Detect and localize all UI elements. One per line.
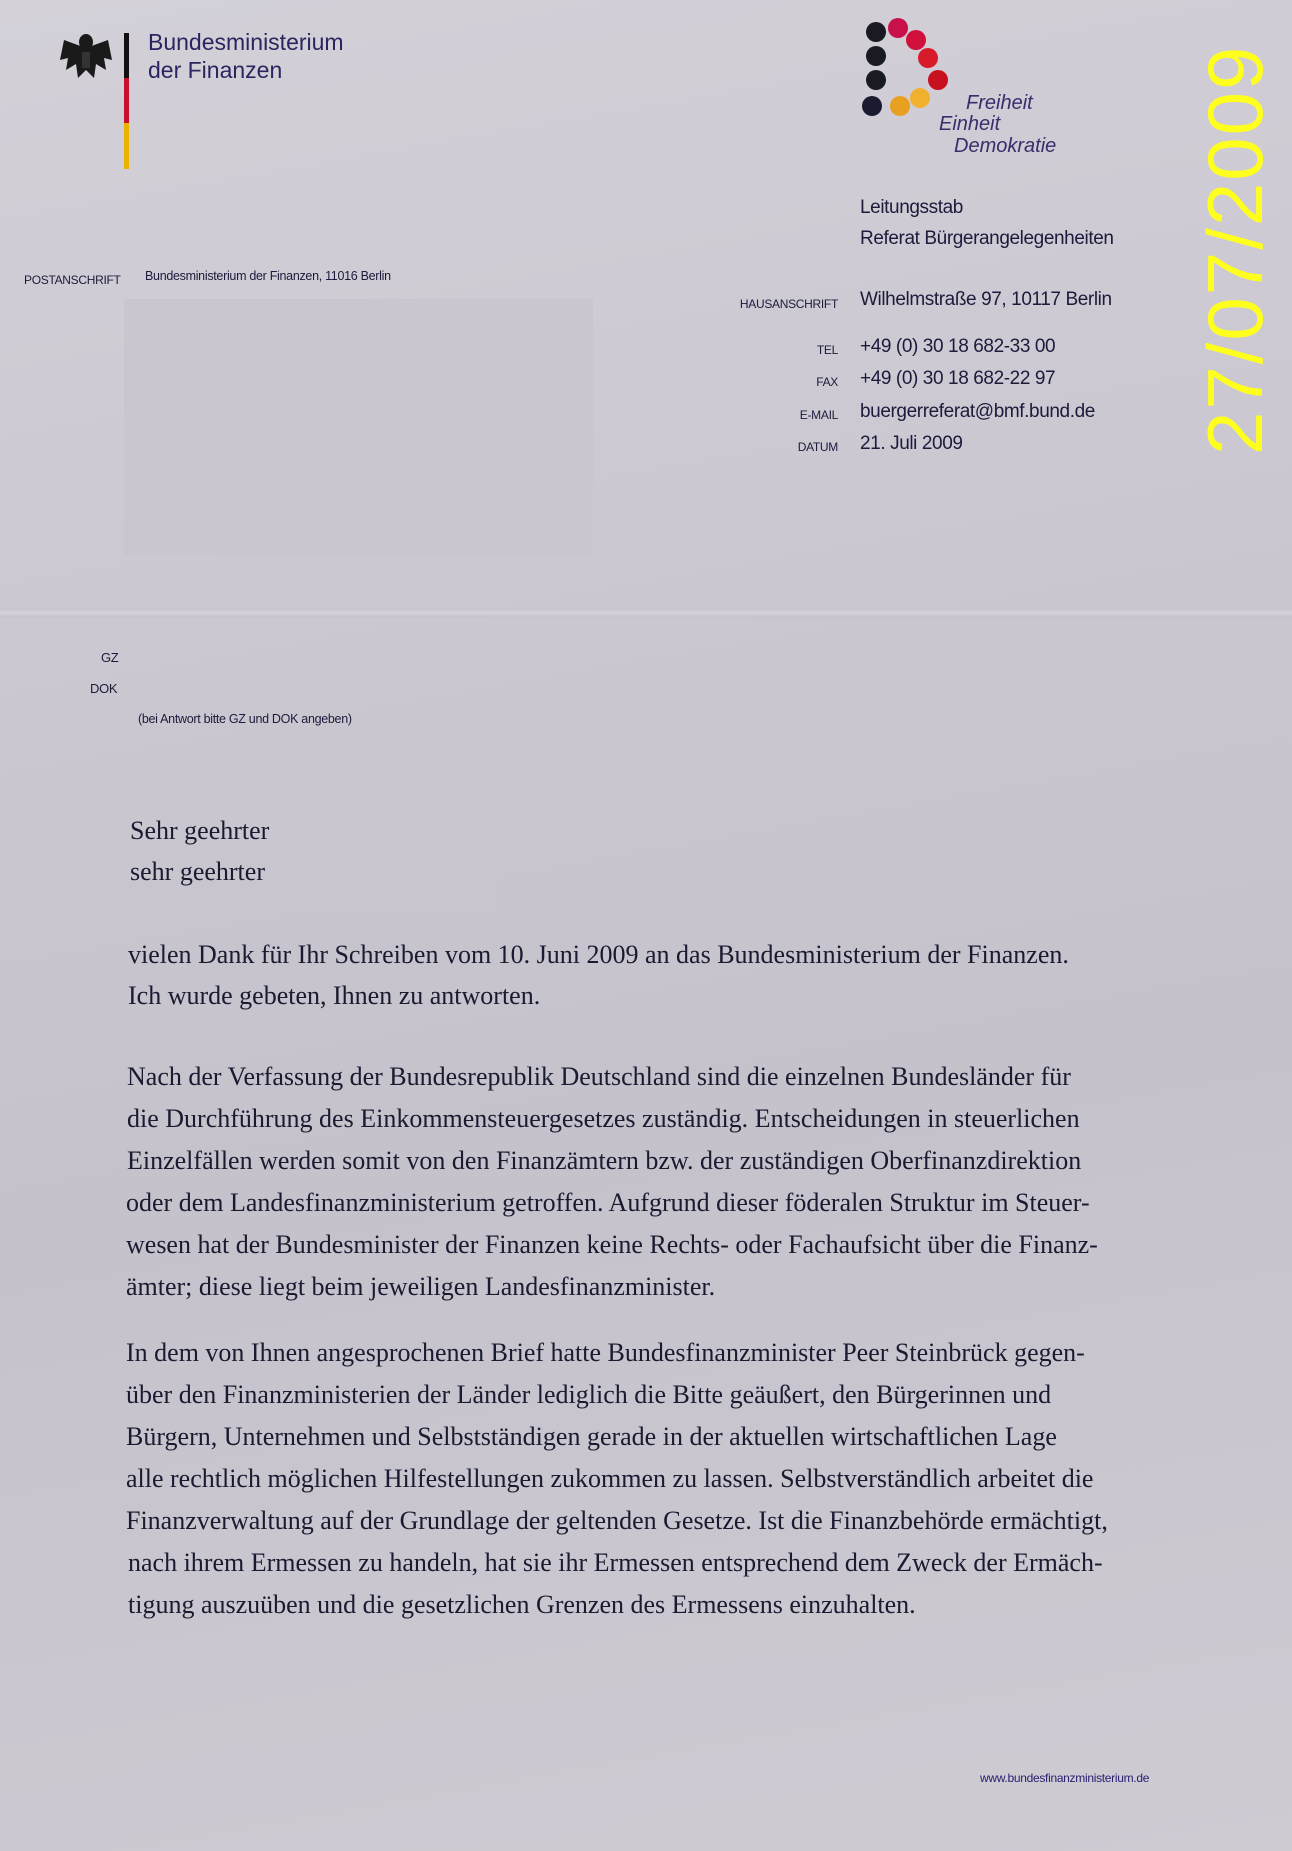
paragraph-line: Ich wurde gebeten, Ihnen zu antworten. xyxy=(128,981,541,1010)
ministry-line-2: der Finanzen xyxy=(148,57,283,83)
paragraph-line: Finanzverwaltung auf der Grundlage der geltenden Gesetze. Ist die Finanzbehörde ermächtigt, xyxy=(126,1506,1108,1535)
paragraph-line: nach ihrem Ermessen zu handeln, hat sie ihr Ermessen entsprechend dem Zweck der Ermäch- xyxy=(128,1548,1103,1577)
gz-label: GZ xyxy=(101,650,119,665)
logo-dot xyxy=(866,46,886,66)
logo-word-demokratie: Demokratie xyxy=(954,135,1057,157)
flag-bar xyxy=(124,33,129,169)
redacted-recipient-name xyxy=(278,812,496,912)
postanschrift-label: POSTANSCHRIFT xyxy=(24,273,121,287)
logo-dot xyxy=(890,96,910,116)
reference-note: (bei Antwort bitte GZ und DOK angeben) xyxy=(138,712,352,726)
paragraph-line: wesen hat der Bundesminister der Finanzen keine Rechts- oder Fachaufsicht über die Finanz- xyxy=(126,1230,1098,1259)
paragraph-line: tigung auszuüben und die gesetzlichen Grenzen des Ermessens einzuhalten. xyxy=(128,1590,916,1619)
redacted-recipient-address xyxy=(124,299,593,555)
paper-fold-line xyxy=(0,608,1292,618)
department-line-2: Referat Bürgerangelegenheiten xyxy=(860,228,1114,249)
fax-value: +49 (0) 30 18 682-22 97 xyxy=(860,368,1056,389)
datum-label: DATUM xyxy=(797,440,838,454)
paragraph-line: vielen Dank für Ihr Schreiben vom 10. Juni 2009 an das Bundesministerium der Finanzen. xyxy=(128,940,1069,969)
photo-date-stamp: 27/07/2009 xyxy=(1191,44,1279,455)
fax-label: FAX xyxy=(816,375,838,389)
hausanschrift-label: HAUSANSCHRIFT xyxy=(739,297,838,311)
logo-dot xyxy=(906,30,926,50)
paragraph-line: Bürgern, Unternehmen und Selbstständigen gerade in der aktuellen wirtschaftlichen Lage xyxy=(126,1422,1057,1451)
footer-url: www.bundesfinanzministerium.de xyxy=(980,1771,1150,1785)
salutation-line-2: sehr geehrter xyxy=(130,857,265,886)
tel-label: TEL xyxy=(816,343,838,357)
federal-eagle-icon xyxy=(58,30,114,84)
ministry-name xyxy=(148,28,344,84)
logo-dot xyxy=(928,70,948,90)
paragraph-line: die Durchführung des Einkommensteuergesetzes zuständig. Entscheidungen in steuerlichen xyxy=(127,1104,1080,1133)
logo-dot xyxy=(888,18,908,38)
logo-dot xyxy=(866,70,886,90)
salutation-line-1: Sehr geehrter xyxy=(130,816,270,845)
email-label: E-MAIL xyxy=(799,408,838,422)
datum-value: 21. Juli 2009 xyxy=(860,433,963,454)
paragraph-line: oder dem Landesfinanzministerium getroffen. Aufgrund dieser föderalen Struktur im Steuer- xyxy=(126,1188,1090,1217)
paragraph-line: In dem von Ihnen angesprochenen Brief hatte Bundesfinanzminister Peer Steinbrück gegen- xyxy=(126,1338,1085,1367)
logo-dot xyxy=(918,48,938,68)
paragraph-line: ämter; diese liegt beim jeweiligen Landesfinanzminister. xyxy=(126,1272,716,1301)
logo-dot xyxy=(866,22,886,42)
email-value: buergerreferat@bmf.bund.de xyxy=(860,401,1095,422)
ministry-line-1: Bundesministerium xyxy=(148,29,344,55)
paragraph-line: alle rechtlich möglichen Hilfestellungen zukommen zu lassen. Selbstverständlich arbeitet die xyxy=(126,1464,1094,1493)
logo-dot xyxy=(910,88,930,108)
logo-word-einheit: Einheit xyxy=(939,113,1001,135)
department-line-1: Leitungsstab xyxy=(860,197,963,218)
dok-label: DOK xyxy=(90,681,118,696)
paragraph-line: Einzelfällen werden somit von den Finanzämtern bzw. der zuständigen Oberfinanzdirektion xyxy=(127,1146,1082,1175)
tel-value: +49 (0) 30 18 682-33 00 xyxy=(860,336,1056,357)
postanschrift-value: Bundesministerium der Finanzen, 11016 Berlin xyxy=(145,269,391,283)
logo-dot xyxy=(862,96,882,116)
paragraph-line: Nach der Verfassung der Bundesrepublik Deutschland sind die einzelnen Bundesländer für xyxy=(127,1062,1071,1091)
logo-word-freiheit: Freiheit xyxy=(966,92,1033,114)
hausanschrift-value: Wilhelmstraße 97, 10117 Berlin xyxy=(860,289,1112,310)
paragraph-line: über den Finanzministerien der Länder lediglich die Bitte geäußert, den Bürgerinnen und xyxy=(126,1380,1052,1409)
